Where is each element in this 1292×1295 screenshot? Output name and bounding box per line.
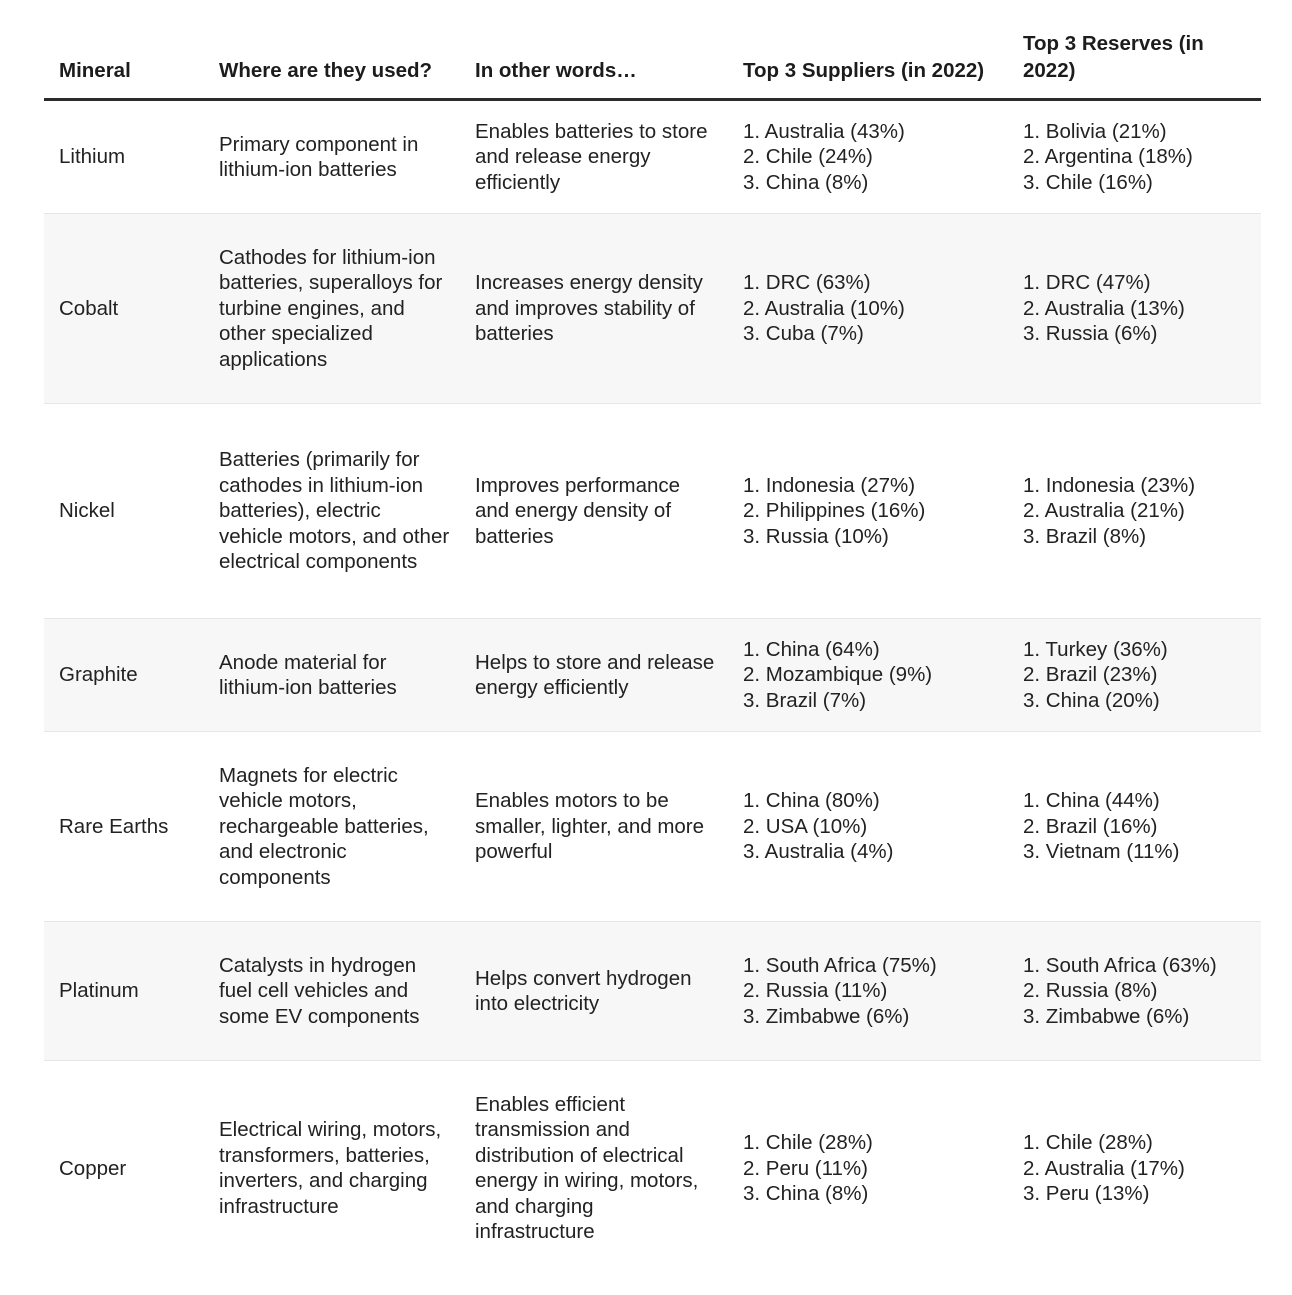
usage-cell: Primary component in lithium-ion batteries (204, 100, 460, 214)
reserve-item: 1. Turkey (36%) (1023, 637, 1168, 661)
supplier-item: 2. Philippines (16%) (743, 499, 926, 523)
header-top-reserves: Top 3 Reserves (in 2022) (1008, 30, 1261, 100)
reserve-item: 3. Peru (13%) (1023, 1182, 1150, 1205)
reserves-cell (1008, 214, 1261, 404)
mineral-name: Cobalt (44, 214, 204, 404)
supplier-item: 1. China (80%) (743, 789, 880, 813)
reserves-cell (1008, 922, 1261, 1061)
reserve-item: 2. Brazil (23%) (1023, 663, 1158, 687)
suppliers-cell (728, 214, 1008, 404)
suppliers-cell (728, 732, 1008, 922)
table-body (44, 100, 1261, 1276)
reserve-item: 1. DRC (47%) (1023, 271, 1151, 295)
header-in-other-words: In other words… (460, 30, 728, 100)
explanation-cell: Helps convert hydrogen into electricity (460, 922, 728, 1061)
explanation-cell: Enables efficient transmission and distribution of electrical energy in wiring, motors, and charging infrastructure (475, 1092, 699, 1244)
reserve-item: 1. Indonesia (23%) (1023, 473, 1196, 497)
table-row (44, 619, 1261, 732)
supplier-item: 1. China (64%) (743, 637, 880, 661)
mineral-name: Graphite (44, 619, 204, 732)
reserve-item: 2. Brazil (16%) (1023, 814, 1158, 838)
table-row (44, 100, 1261, 214)
supplier-item: 3. China (8%) (743, 170, 869, 194)
usage-cell: Electrical wiring, motors, transformers, batteries, inverters, and charging infrastructure (219, 1118, 442, 1218)
supplier-item: 2. Chile (24%) (743, 145, 873, 169)
table-row (44, 404, 1261, 619)
reserve-item: 2. Russia (8%) (1023, 979, 1158, 1003)
table-header (44, 30, 1261, 100)
reserve-item: 2. Argentina (18%) (1023, 145, 1193, 169)
explanation-cell: Enables batteries to store and release energy efficiently (460, 100, 728, 214)
header-where-used: Where are they used? (204, 30, 460, 100)
table-row (44, 1061, 1261, 1276)
reserve-item: 2. Australia (17%) (1023, 1156, 1185, 1180)
supplier-item: 3. Australia (4%) (743, 840, 894, 864)
header-mineral: Mineral (44, 30, 204, 100)
reserve-item: 3. Chile (16%) (1023, 170, 1153, 194)
minerals-table-container (44, 30, 1261, 1276)
usage-cell: Catalysts in hydrogen fuel cell vehicles and some EV components (204, 922, 460, 1061)
supplier-item: 3. Brazil (7%) (743, 688, 867, 712)
explanation-cell: Increases energy density and improves stability of batteries (460, 214, 728, 404)
supplier-item: 3. Zimbabwe (6%) (743, 1004, 910, 1028)
suppliers-cell (728, 619, 1008, 732)
reserves-cell (1008, 619, 1261, 732)
mineral-name: Nickel (44, 404, 204, 619)
mineral-name: Platinum (44, 922, 204, 1061)
mineral-name: Lithium (44, 100, 204, 214)
supplier-item: 2. Peru (11%) (743, 1156, 868, 1180)
reserve-item: 3. Vietnam (11%) (1023, 840, 1180, 864)
supplier-item: 2. Mozambique (9%) (743, 663, 933, 687)
supplier-item: 1. Australia (43%) (743, 119, 905, 143)
supplier-item: 3. Russia (10%) (743, 524, 889, 548)
supplier-item: 1. DRC (63%) (743, 271, 871, 295)
usage-cell: Anode material for lithium-ion batteries (204, 619, 460, 732)
reserve-item: 1. South Africa (63%) (1023, 953, 1217, 977)
reserves-cell (1008, 404, 1261, 619)
supplier-item: 1. Chile (28%) (743, 1131, 873, 1154)
supplier-item: 2. Australia (10%) (743, 296, 905, 320)
supplier-item: 1. South Africa (75%) (743, 953, 937, 977)
suppliers-cell (728, 1061, 1008, 1276)
explanation-cell: Improves performance and energy density of batteries (460, 404, 728, 619)
reserve-item: 1. China (44%) (1023, 789, 1160, 813)
suppliers-cell (728, 100, 1008, 214)
supplier-item: 1. Indonesia (27%) (743, 473, 916, 497)
reserves-cell (1008, 732, 1261, 922)
suppliers-cell (728, 404, 1008, 619)
mineral-name: Copper (59, 1156, 127, 1180)
reserve-item: 3. Brazil (8%) (1023, 524, 1147, 548)
supplier-item: 2. USA (10%) (743, 814, 868, 838)
supplier-item: 3. Cuba (7%) (743, 322, 864, 346)
reserve-item: 3. Russia (6%) (1023, 322, 1158, 346)
header-top-suppliers: Top 3 Suppliers (in 2022) (728, 30, 1008, 100)
table-row (44, 214, 1261, 404)
critical-minerals-table (44, 30, 1261, 1276)
reserves-cell (1008, 100, 1261, 214)
table-row (44, 732, 1261, 922)
supplier-item: 3. China (8%) (743, 1182, 869, 1205)
reserve-item: 2. Australia (21%) (1023, 499, 1185, 523)
reserve-item: 1. Chile (28%) (1023, 1131, 1153, 1154)
explanation-cell: Enables motors to be smaller, lighter, and more powerful (460, 732, 728, 922)
reserve-item: 3. China (20%) (1023, 688, 1160, 712)
reserves-cell (1008, 1061, 1261, 1276)
reserve-item: 1. Bolivia (21%) (1023, 119, 1167, 143)
usage-cell: Magnets for electric vehicle motors, rechargeable batteries, and electronic components (204, 732, 460, 922)
mineral-name: Rare Earths (44, 732, 204, 922)
explanation-cell: Helps to store and release energy efficiently (460, 619, 728, 732)
reserve-item: 2. Australia (13%) (1023, 296, 1185, 320)
header-row (44, 30, 1261, 100)
usage-cell: Cathodes for lithium-ion batteries, superalloys for turbine engines, and other specialized applications (204, 214, 460, 404)
suppliers-cell (728, 922, 1008, 1061)
reserve-item: 3. Zimbabwe (6%) (1023, 1004, 1190, 1028)
supplier-item: 2. Russia (11%) (743, 979, 888, 1003)
table-row (44, 922, 1261, 1061)
usage-cell: Batteries (primarily for cathodes in lithium-ion batteries), electric vehicle motors, and other electrical components (204, 404, 460, 619)
